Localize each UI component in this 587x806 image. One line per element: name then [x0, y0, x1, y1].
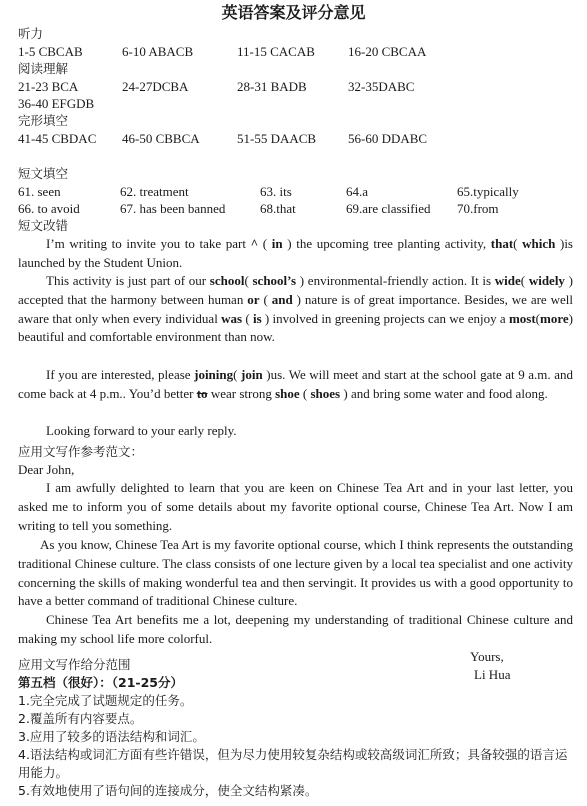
insert-caret: ^	[250, 236, 259, 251]
fill-answer: 62. treatment	[120, 184, 189, 199]
answer-group: 16-20 CBCAA	[348, 44, 427, 59]
criterion-item: 1.完全完成了试题规定的任务。	[18, 693, 193, 708]
reading-heading: 阅读理解	[18, 61, 69, 76]
answer-group: 56-60 DDABC	[348, 131, 428, 146]
sample-heading: 应用文写作参考范文：	[18, 444, 144, 459]
criterion-item: 2.覆盖所有内容要点。	[18, 711, 143, 726]
answer-group: 11-15 CACAB	[237, 44, 315, 59]
fill-answer: 61. seen	[18, 184, 61, 199]
correction-paragraph-2: This activity is just part of our school( school’s ) environmental-friendly action. It is wide( widely ) accepted that the harmony between human or ( and ) nature is of great importance. Besides, we are well aware that only when every individual was ( is ) involved in greening projects can we enjoy a most(more) beautiful and comfortable environment than now.	[18, 273, 573, 345]
fill-heading: 短文填空	[18, 166, 69, 181]
correction-fix: which	[522, 236, 556, 251]
deleted-word: to	[196, 385, 208, 401]
letter-signature: Li Hua	[474, 667, 511, 682]
answer-group: 21-23 BCA	[18, 79, 79, 94]
letter-greeting: Dear John,	[18, 462, 75, 477]
wrong-word: wide	[494, 273, 521, 288]
wrong-word: that	[490, 236, 514, 251]
answer-group: 24-27DCBA	[122, 79, 189, 94]
correction-paragraph-1: I’m writing to invite you to take part ^ ( in ) the upcoming tree planting activity, that( which )is launched by the Student Union.	[18, 236, 573, 270]
answer-group: 41-45 CBDAC	[18, 131, 97, 146]
correction-heading: 短文改错	[18, 218, 69, 233]
fill-answer: 65.typically	[457, 184, 519, 199]
band-title: 第五档（很好）：（21-25分）	[18, 675, 183, 690]
letter-paragraph-2: As you know, Chinese Tea Art is my favorite optional course, which I think represents the outstanding traditional Chinese culture. The class consists of one lecture given by a local tea specialist and one activity concerning the skills of making wonderful tea and then servingit. It provides us with a good opportunity to have a better command of traditional Chinese culture.	[18, 537, 573, 609]
answer-group: 46-50 CBBCA	[122, 131, 200, 146]
criterion-item: 5.有效地使用了语句间的连接成分，使全文结构紧凑。	[18, 783, 318, 798]
page-title: 英语答案及评分意见	[221, 5, 366, 22]
fill-answer: 63. its	[260, 184, 292, 199]
answer-group: 6-10 ABACB	[122, 44, 194, 59]
fill-answer: 67. has been banned	[120, 201, 226, 216]
answer-group: 32-35DABC	[348, 79, 415, 94]
listening-heading: 听力	[18, 26, 44, 41]
wrong-word: school	[209, 273, 245, 288]
answer-group: 36-40 EFGDB	[18, 96, 95, 111]
correction-fix: is	[252, 310, 262, 326]
letter-paragraph-1: I am awfully delighted to learn that you are keen on Chinese Tea Art and in your last letter, you asked me to inform you of some details about my favorite optional course, Chinese Tea Art. Now I am writing to tell you something.	[18, 480, 573, 533]
letter-paragraph-3: Chinese Tea Art benefits me a lot, deepening my understanding of traditional Chinese culture and making my school life more colorful.	[18, 612, 573, 646]
wrong-word: joining	[194, 367, 234, 382]
fill-answer: 64.a	[346, 184, 369, 199]
answer-group: 51-55 DAACB	[237, 131, 317, 146]
correction-fix: shoes	[310, 385, 341, 401]
correction-fix: and	[271, 291, 293, 307]
fill-answer: 69.are classified	[346, 201, 431, 216]
correction-fix: school’s	[252, 273, 297, 288]
fill-answer: 68.that	[260, 201, 296, 216]
scoring-heading: 应用文写作给分范围	[18, 657, 131, 672]
wrong-word: shoe	[275, 385, 300, 401]
answer-group: 28-31 BADB	[237, 79, 307, 94]
letter-closing: Yours,	[470, 649, 504, 664]
correction-fix: more	[540, 310, 569, 326]
cloze-heading: 完形填空	[18, 113, 69, 128]
correction-fix: in	[271, 236, 283, 251]
wrong-word: or	[247, 291, 260, 307]
wrong-word: most	[508, 310, 536, 326]
correction-paragraph-4: Looking forward to your early reply.	[46, 423, 237, 438]
criterion-item: 3.应用了较多的语法结构和词汇。	[18, 729, 205, 744]
criterion-item: 4.语法结构或词汇方面有些许错误，但为尽力使用较复杂结构或较高级词汇所致；具备较强的语言运用能力。	[18, 747, 568, 780]
wrong-word: was	[221, 310, 243, 326]
correction-fix: join	[241, 367, 263, 382]
fill-answer: 66. to avoid	[18, 201, 80, 216]
correction-paragraph-3: If you are interested, please joining( join )us. We will meet and start at the school gate at 9 a.m. and come back at 4 p.m.. You’d better to wear strong shoe ( shoes ) and bring some water and food along.	[18, 367, 573, 401]
correction-fix: widely	[528, 273, 565, 288]
fill-answer: 70.from	[457, 201, 499, 216]
answer-group: 1-5 CBCAB	[18, 44, 83, 59]
